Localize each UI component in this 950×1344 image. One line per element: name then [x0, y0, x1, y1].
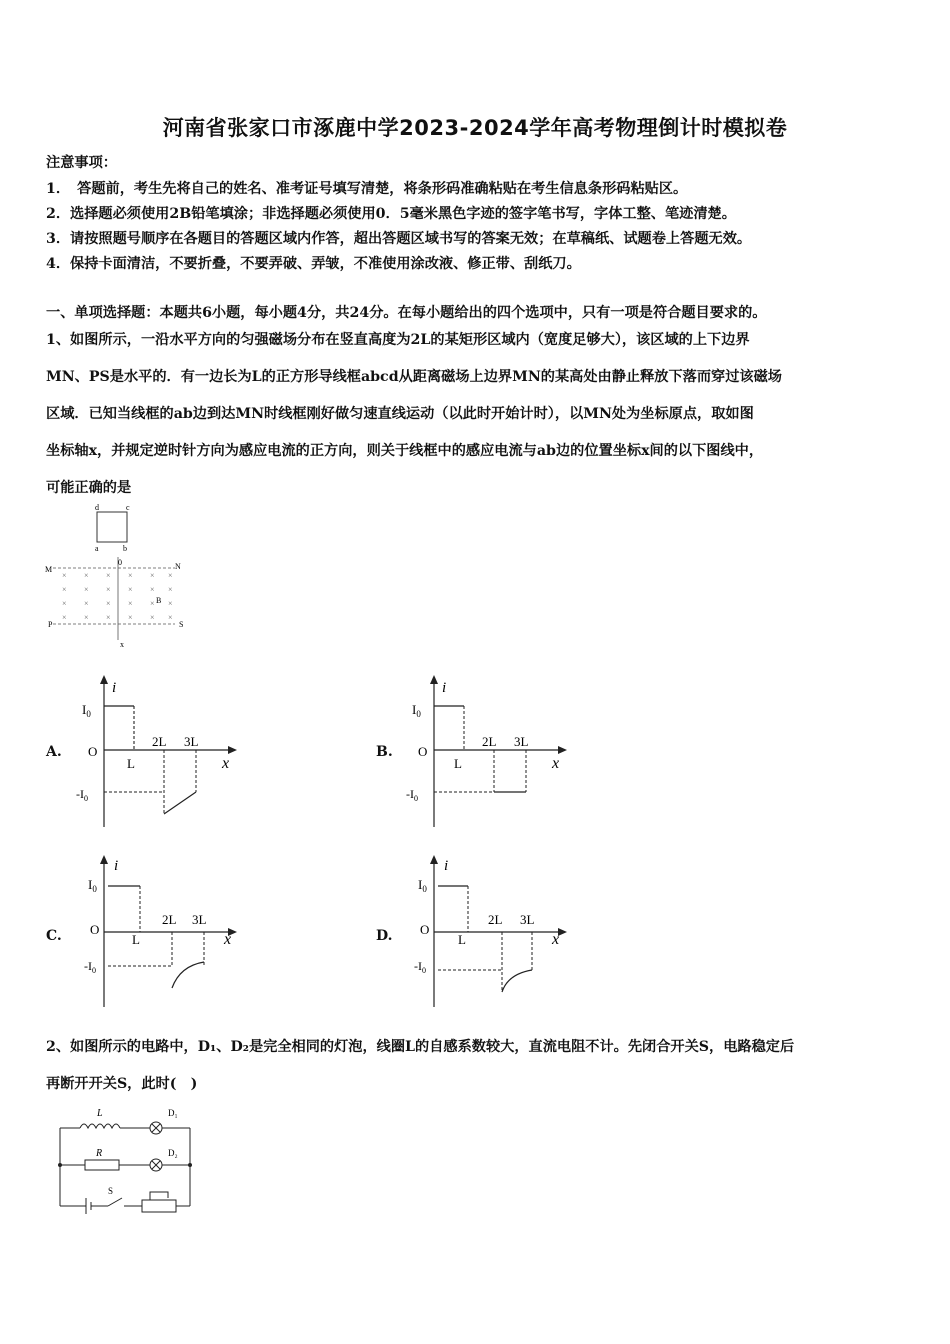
axis-label-x: x — [552, 931, 560, 948]
label-origin: O — [418, 744, 428, 759]
field-cross-mark: × — [106, 599, 111, 608]
field-cross-mark: × — [128, 599, 133, 608]
tick-3L: 3L — [520, 912, 535, 927]
option-letter: B. — [376, 744, 393, 760]
label-M: M — [45, 565, 53, 574]
label-neg-I0: $-I_0$ — [84, 959, 96, 975]
corner-label-a: a — [95, 544, 99, 553]
field-cross-mark: × — [62, 613, 67, 622]
axis-label-i: i — [114, 858, 119, 874]
field-cross-mark: × — [150, 585, 155, 594]
label-B: B — [156, 596, 162, 605]
field-cross-mark: × — [106, 613, 111, 622]
q2-text-line: 再断开开关S，此时( ) — [46, 1076, 198, 1092]
q1-text-line: 区域．已知当线框的ab边到达MN时线框刚好做匀速直线运动（以此时开始计时），以MN处为坐标原点，取如图 — [46, 406, 754, 422]
q2-text-line: 2、如图所示的电路中，D₁、D₂是完全相同的灯泡，线圈L的自感系数较大，直流电阻不计。先闭合开关S，电路稳定后 — [46, 1039, 795, 1055]
option-letter: A. — [46, 744, 62, 760]
label-origin: O — [88, 744, 98, 759]
label-x: x — [120, 640, 124, 649]
section1-heading: 一、单项选择题：本题共6小题，每小题4分，共24分。在每小题给出的四个选项中，只有一项是符合题目要求的。 — [46, 305, 767, 321]
q1-text-line: 可能正确的是 — [46, 480, 132, 496]
field-cross-mark: × — [84, 613, 89, 622]
option-c-graph — [72, 852, 252, 1012]
q1-text-line: 坐标轴x，并规定逆时针方向为感应电流的正方向，则关于线框中的感应电流与ab边的位置坐标x间的以下图线中， — [46, 443, 764, 459]
tick-2L: 2L — [152, 734, 167, 749]
q1-text-line: 1、如图所示，一沿水平方向的匀强磁场分布在竖直高度为2L的某矩形区域内（宽度足够大），该区域的上下边界 — [46, 332, 750, 348]
axis-label-x: x — [224, 931, 232, 948]
field-cross-mark: × — [168, 613, 173, 622]
option-b-graph — [402, 672, 582, 832]
label-I0: $I_0$ — [82, 702, 91, 719]
field-cross-mark: × — [128, 585, 133, 594]
label-origin: 0 — [118, 558, 122, 567]
field-cross-mark: × — [168, 571, 173, 580]
q1-text-line: MN、PS是水平的．有一边长为L的正方形导线框abcd从距离磁场上边界MN的某高处由静止释放下落而穿过该磁场 — [46, 369, 782, 385]
field-cross-mark: × — [106, 585, 111, 594]
label-R: R — [96, 1148, 103, 1159]
label-S: S — [108, 1186, 114, 1196]
field-cross-mark: × — [150, 613, 155, 622]
page-title: 河南省张家口市涿鹿中学2023-2024学年高考物理倒计时模拟卷 — [162, 116, 788, 140]
tick-L: L — [454, 756, 462, 771]
field-cross-mark: × — [128, 571, 133, 580]
field-cross-mark: × — [84, 599, 89, 608]
tick-2L: 2L — [162, 912, 177, 927]
notice-item: 2．选择题必须使用2B铅笔填涂；非选择题必须使用0．5毫米黑色字迹的签字笔书写，字体工整、笔迹清楚。 — [46, 206, 736, 222]
notice-item: 3．请按照题号顺序在各题目的答题区域内作答，超出答题区域书写的答案无效；在草稿纸、试题卷上答题无效。 — [46, 231, 752, 247]
axis-label-i: i — [442, 680, 447, 696]
corner-label-d: d — [95, 503, 99, 512]
label-origin: O — [90, 922, 100, 937]
field-cross-mark: × — [62, 599, 67, 608]
label-L: L — [97, 1108, 103, 1119]
option-letter: D. — [376, 928, 393, 944]
tick-L: L — [458, 932, 466, 947]
label-D1: D₁ — [168, 1108, 178, 1118]
label-origin: O — [420, 922, 430, 937]
field-cross-mark: × — [168, 585, 173, 594]
field-cross-mark: × — [84, 585, 89, 594]
axis-label-x: x — [552, 755, 560, 772]
field-cross-mark: × — [62, 571, 67, 580]
axis-label-i: i — [112, 680, 117, 696]
label-S: S — [179, 620, 184, 629]
field-cross-mark: × — [168, 599, 173, 608]
axis-label-x: x — [222, 755, 230, 772]
q1-field-figure — [40, 502, 200, 650]
tick-L: L — [132, 932, 140, 947]
field-cross-mark: × — [84, 571, 89, 580]
option-a-graph — [72, 672, 252, 832]
field-cross-mark: × — [150, 571, 155, 580]
label-D2: D₂ — [168, 1148, 178, 1158]
label-neg-I0: $-I_0$ — [76, 787, 88, 803]
field-cross-mark: × — [150, 599, 155, 608]
wire-frame — [97, 512, 127, 542]
field-cross-mark: × — [128, 613, 133, 622]
tick-L: L — [127, 756, 135, 771]
label-I0: $I_0$ — [88, 877, 97, 894]
notice-item: 4．保持卡面清洁，不要折叠，不要弄破、弄皱，不准使用涂改液、修正带、刮纸刀。 — [46, 256, 581, 272]
notice-item: 1． 答题前，考生先将自己的姓名、准考证号填写清楚，将条形码准确粘贴在考生信息条形码粘贴区。 — [46, 181, 688, 197]
tick-3L: 3L — [192, 912, 207, 927]
option-d-graph — [402, 852, 582, 1012]
tick-3L: 3L — [514, 734, 529, 749]
label-P: P — [48, 620, 53, 629]
field-cross-mark: × — [106, 571, 111, 580]
tick-3L: 3L — [184, 734, 199, 749]
tick-2L: 2L — [488, 912, 503, 927]
label-N: N — [175, 562, 181, 571]
label-I0: $I_0$ — [418, 877, 427, 894]
corner-label-c: c — [126, 503, 130, 512]
field-cross-mark: × — [62, 585, 67, 594]
label-I0: $I_0$ — [412, 702, 421, 719]
tick-2L: 2L — [482, 734, 497, 749]
axis-label-i: i — [444, 858, 449, 874]
label-neg-I0: $-I_0$ — [414, 959, 426, 975]
option-letter: C. — [46, 928, 62, 944]
q2-circuit — [50, 1100, 210, 1220]
corner-label-b: b — [123, 544, 127, 553]
notice-heading: 注意事项： — [46, 155, 117, 171]
label-neg-I0: $-I_0$ — [406, 787, 418, 803]
